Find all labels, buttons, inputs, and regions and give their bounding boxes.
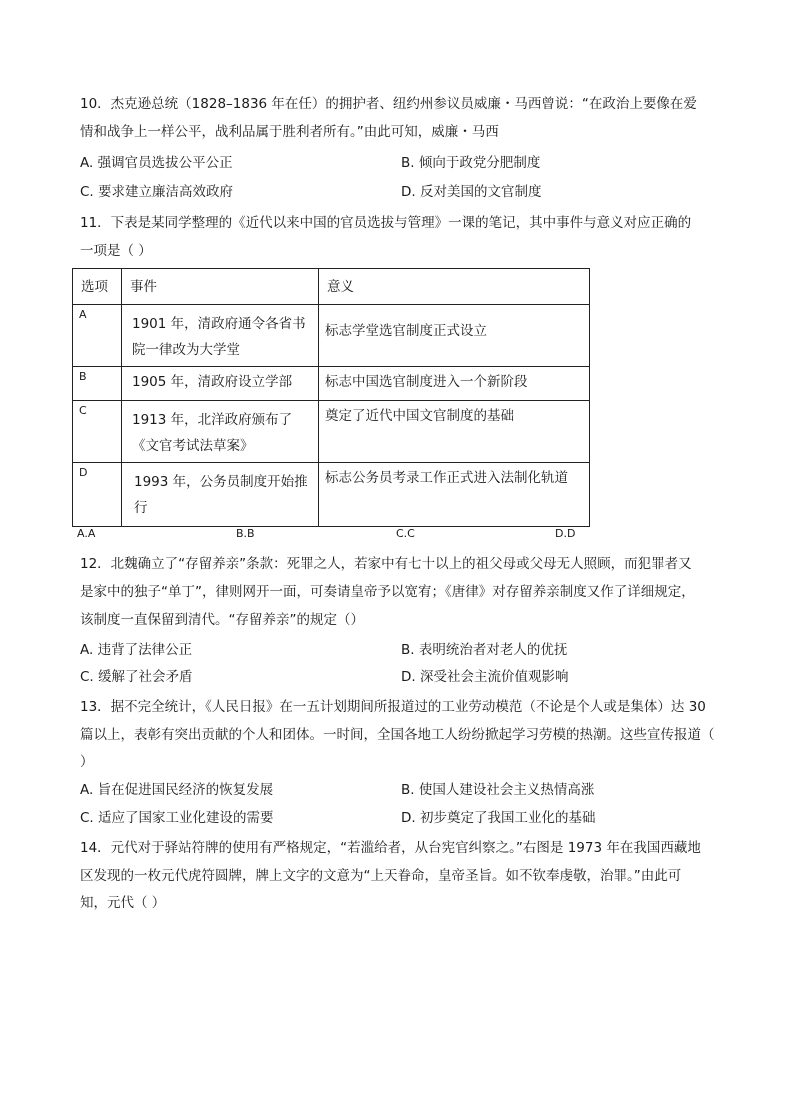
table-row xyxy=(73,463,590,527)
q14-stem-line-3: 知，元代（ ） xyxy=(80,895,166,911)
q11-option-b: B.B xyxy=(236,527,255,540)
q11-table xyxy=(72,268,590,527)
table-cell-option: B xyxy=(73,367,122,401)
q13-stem-line-3: ） xyxy=(80,754,94,770)
q12-option-a: A. 违背了法律公正 xyxy=(80,642,193,658)
table-cell-event: 1913 年，北洋政府颁布了《文官考试法草案》 xyxy=(122,401,319,463)
q10-stem-line-1: 10．杰克逊总统（1828–1836 年在任）的拥护者、纽约州参议员威廉・马西曾说：“在政治上要像在爱 xyxy=(80,96,697,112)
table-row xyxy=(73,401,590,463)
q10-option-c: C. 要求建立廉洁高效政府 xyxy=(80,184,234,200)
table-header-meaning: 意义 xyxy=(319,269,590,305)
q13-option-c: C. 适应了国家工业化建设的需要 xyxy=(80,810,274,826)
table-header-event: 事件 xyxy=(122,269,319,305)
q10-option-a: A. 强调官员选拔公平公正 xyxy=(80,155,233,171)
table-cell-event: 1905 年，清政府设立学部 xyxy=(122,367,319,401)
q11-option-c: C.C xyxy=(396,527,415,540)
q13-stem-line-2: 篇以上，表彰有突出贡献的个人和团体。一时间，全国各地工人纷纷掀起学习劳模的热潮。这些宣传报道（ xyxy=(80,727,715,743)
table-cell-meaning: 标志公务员考录工作正式进入法制化轨道 xyxy=(319,463,590,527)
q13-option-d: D. 初步奠定了我国工业化的基础 xyxy=(401,810,596,826)
table-cell-meaning: 奠定了近代中国文官制度的基础 xyxy=(319,401,590,463)
q10-option-b: B. 倾向于政党分肥制度 xyxy=(401,155,541,171)
table-cell-option: C xyxy=(73,401,122,463)
table-row xyxy=(73,367,590,401)
q13-option-a: A. 旨在促进国民经济的恢复发展 xyxy=(80,782,274,798)
table-cell-event: 1993 年，公务员制度开始推行 xyxy=(122,463,319,527)
q12-stem-line-3: 该制度一直保留到清代。“存留养亲”的规定（） xyxy=(80,612,364,628)
q10-option-d: D. 反对美国的文官制度 xyxy=(401,184,542,200)
q12-stem-line-1: 12．北魏确立了“存留养亲”条款：死罪之人，若家中有七十以上的祖父母或父母无人照顾，而犯罪者又 xyxy=(80,556,692,572)
table-header-row xyxy=(73,269,590,305)
table-cell-option: A xyxy=(73,305,122,367)
table-cell-meaning: 标志学堂选官制度正式设立 xyxy=(319,305,590,367)
q11-option-a: A.A xyxy=(77,527,96,540)
table-cell-option: D xyxy=(73,463,122,527)
q12-option-c: C. 缓解了社会矛盾 xyxy=(80,669,193,685)
q14-stem-line-2: 区发现的一枚元代虎符圆牌，牌上文字的文意为“上天眷命，皇帝圣旨。如不钦奉虔敬，治罪。”由此可 xyxy=(80,868,682,884)
table-cell-meaning: 标志中国选官制度进入一个新阶段 xyxy=(319,367,590,401)
q11-option-d: D.D xyxy=(555,527,576,540)
q11-stem-line-2: 一项是（ ） xyxy=(80,243,152,259)
q12-option-d: D. 深受社会主流价值观影响 xyxy=(401,669,569,685)
table-header-option: 选项 xyxy=(73,269,122,305)
q13-option-b: B. 使国人建设社会主义热情高涨 xyxy=(401,782,595,798)
q12-stem-line-2: 是家中的独子“单丁”，律则网开一面，可奏请皇帝予以宽宥；《唐律》对存留养亲制度又作了详细规定， xyxy=(80,584,695,600)
table-cell-event: 1901 年，清政府通令各省书院一律改为大学堂 xyxy=(122,305,319,367)
table-row xyxy=(73,305,590,367)
q10-stem-line-2: 情和战争上一样公平，战利品属于胜利者所有。”由此可知，威廉・马西 xyxy=(80,124,499,140)
q12-option-b: B. 表明统治者对老人的优抚 xyxy=(401,642,568,658)
q13-stem-line-1: 13．据不完全统计，《人民日报》在一五计划期间所报道过的工业劳动模范（不论是个人或是集体）达 30 xyxy=(80,699,706,715)
q11-stem-line-1: 11．下表是某同学整理的《近代以来中国的官员选拔与管理》一课的笔记，其中事件与意义对应正确的 xyxy=(80,215,692,231)
q14-stem-line-1: 14．元代对于驿站符牌的使用有严格规定，“若滥给者，从台宪官纠察之。”右图是 1973 年在我国西藏地 xyxy=(80,840,701,856)
